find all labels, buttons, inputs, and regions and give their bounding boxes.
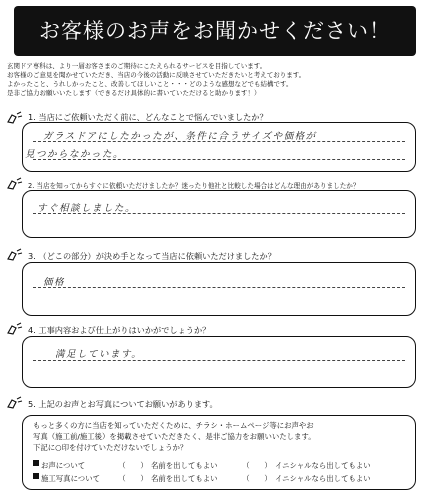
choice-paren[interactable]: （ ） bbox=[242, 474, 272, 483]
choice-paren[interactable]: （ ） bbox=[242, 461, 272, 470]
answer-box-4 bbox=[22, 336, 416, 388]
pencil-hand-icon bbox=[6, 177, 24, 191]
consent-text bbox=[33, 420, 407, 453]
choice-paren[interactable]: （ ） bbox=[118, 474, 148, 483]
pencil-hand-icon bbox=[6, 396, 24, 410]
pencil-hand-icon bbox=[6, 111, 24, 125]
bullet-square-icon bbox=[33, 473, 39, 479]
question-1-label: 1. 当店にご依頼いただく前に、どんなことで悩んでいましたか？ bbox=[28, 112, 268, 122]
consent-option: イニシャルなら出してもよい bbox=[275, 474, 371, 483]
title-banner bbox=[14, 6, 416, 56]
consent-option: 名前を出してもよい bbox=[151, 461, 218, 470]
question-2-label: 2. 当店を知ってからすぐに依頼いただけましたか？迷ったり他社と比較した場合はどんな理由がありましたか？ bbox=[28, 182, 360, 190]
intro-line: 玄関ドア専科は、より一層お客さまのご期待にこたえられるサービスを目指しています。 bbox=[7, 62, 267, 70]
bullet-square-icon bbox=[33, 460, 39, 466]
consent-line: 写真（施工前/施工後）を掲載させていただきたく、是非ご協力をお願いいたします。 bbox=[33, 432, 316, 441]
answer-box-3 bbox=[22, 262, 416, 316]
consent-box bbox=[22, 415, 416, 490]
question-3-label: 3. （どこの部分）が決め手となって当店に依頼いただけましたか？ bbox=[28, 251, 276, 261]
consent-option: イニシャルなら出してもよい bbox=[275, 461, 371, 470]
consent-item: 施工写真について bbox=[41, 474, 100, 483]
pencil-hand-icon bbox=[6, 248, 24, 262]
pencil-hand-icon bbox=[6, 322, 24, 336]
intro-line: 是非ご協力お願いいたします（できるだけ具体的に書いていただけると助かります！） bbox=[7, 89, 261, 97]
intro-line: お客様のご意見を聞かせていただき、当店の今後の活動に反映させていただきたいと考えております。 bbox=[7, 71, 306, 79]
answer-3-line-1: 価格 bbox=[43, 277, 66, 288]
consent-row-photo bbox=[33, 473, 371, 484]
choice-paren[interactable]: （ ） bbox=[118, 461, 148, 470]
question-5-label: 5. 上記のお声とお写真についてお願いがあります。 bbox=[28, 399, 218, 409]
consent-row-voice bbox=[33, 460, 371, 471]
question-4-label: 4. 工事内容および仕上がりはいかがでしょうか？ bbox=[28, 325, 211, 335]
consent-line: 下記に○印を付けていただけないでしょうか？ bbox=[33, 443, 188, 452]
consent-option: 名前を出してもよい bbox=[151, 474, 218, 483]
page-title: お客様のお声をお聞かせください！ bbox=[39, 19, 391, 43]
answer-2-line-1: すぐ相談しました。 bbox=[37, 203, 137, 214]
intro-line: よかったこと、うれしかったこと、改善してほしいこと・・・どのような感想などでも結構です。 bbox=[7, 80, 293, 88]
answer-line bbox=[33, 287, 405, 288]
answer-line bbox=[33, 360, 405, 361]
consent-line: もっと多くの方に当店を知っていただくために、チラシ・ホームページ等にお声やお bbox=[33, 421, 314, 430]
answer-box-1 bbox=[22, 122, 416, 172]
answer-4-line-1: 満足しています。 bbox=[55, 349, 143, 360]
answer-1-line-2: 見つからなかった。 bbox=[25, 149, 125, 160]
intro-text bbox=[7, 62, 425, 98]
answer-box-2 bbox=[22, 190, 416, 238]
answer-1-line-1: ガラスドアにしたかったが、条件に合うサイズや価格が bbox=[43, 131, 317, 142]
consent-item: お声について bbox=[41, 461, 86, 470]
